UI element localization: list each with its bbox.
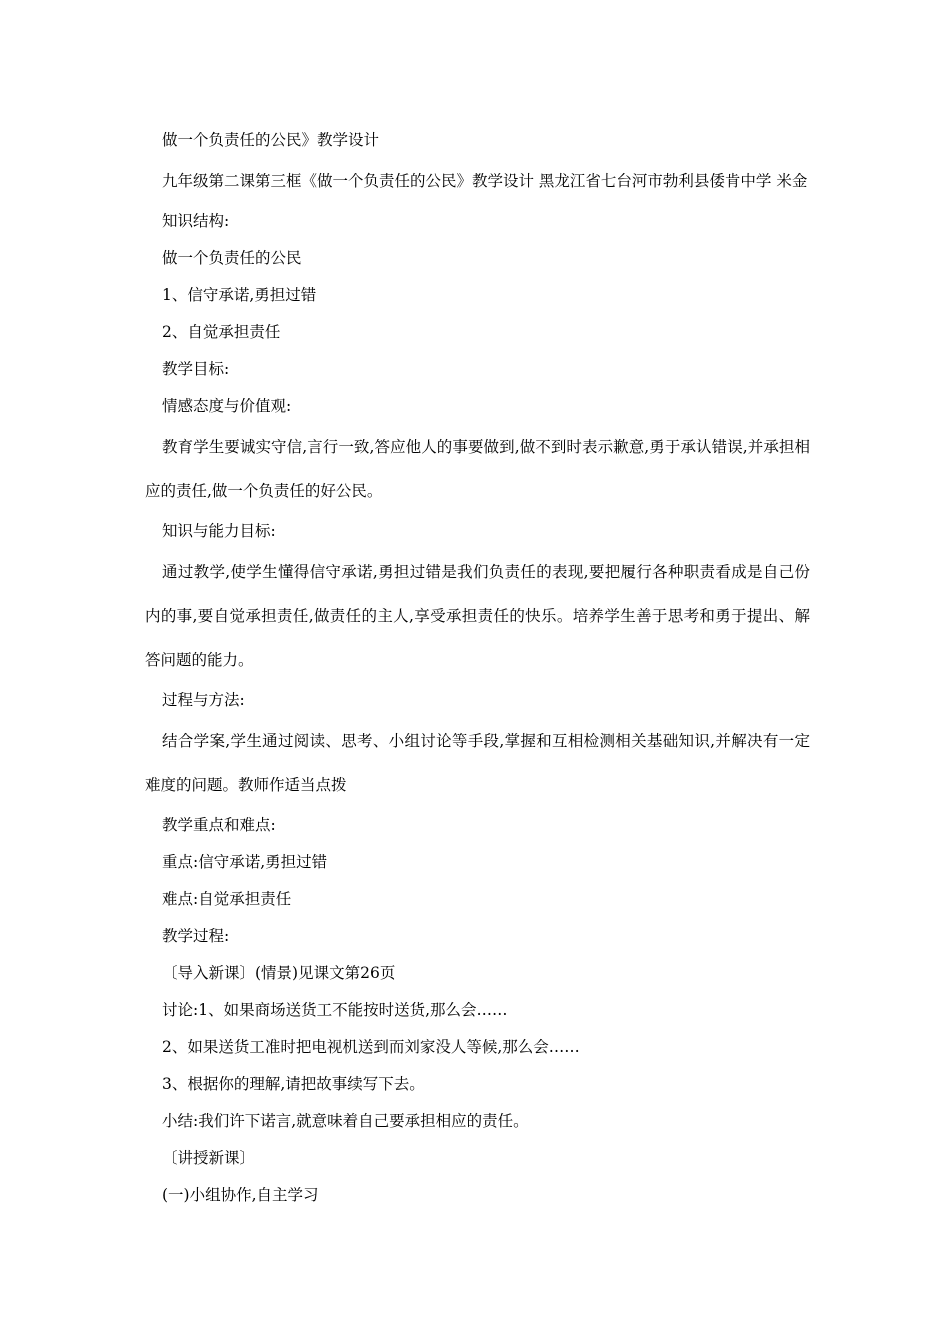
heading-emotion-values: 情感态度与价值观: [162, 397, 292, 415]
paragraph-key-point: 重点:信守承诺,勇担过错 [162, 853, 328, 871]
paragraph-difficult-point: 难点:自觉承担责任 [162, 890, 292, 908]
paragraph-group-study: (一)小组协作,自主学习 [162, 1186, 319, 1204]
paragraph-structure-topic: 做一个负责任的公民 [162, 249, 302, 267]
paragraph-emotion-values: 教育学生要诚实守信,言行一致,答应他人的事要做到,做不到时表示歉意,勇于承认错误,并承担相应的责任,做一个负责任的好公民。 [145, 438, 810, 500]
paragraph-process-method: 结合学案,学生通过阅读、思考、小组讨论等手段,掌握和互相检测相关基础知识,并解决有一定难度的问题。教师作适当点拨 [145, 732, 810, 794]
paragraph-structure-item-2: 2、自觉承担责任 [162, 323, 281, 341]
heading-teaching-goals: 教学目标: [162, 360, 230, 378]
heading-process-method: 过程与方法: [162, 691, 245, 709]
heading-new-lesson: 〔讲授新课〕 [162, 1149, 256, 1167]
paragraph-discussion-1: 讨论:1、如果商场送货工不能按时送货,那么会…… [162, 1001, 508, 1019]
heading-teaching-process: 教学过程: [162, 927, 230, 945]
paragraph-summary: 小结:我们许下诺言,就意味着自己要承担相应的责任。 [162, 1112, 529, 1130]
paragraph-course-info: 九年级第二课第三框《做一个负责任的公民》教学设计 黑龙江省七台河市勃利县倭肯中学 米金 [162, 172, 808, 190]
paragraph-structure-item-1: 1、信守承诺,勇担过错 [162, 286, 317, 304]
paragraph-discussion-2: 2、如果送货工准时把电视机送到而刘家没人等候,那么会…… [162, 1038, 580, 1056]
heading-key-points: 教学重点和难点: [162, 816, 276, 834]
heading-knowledge-structure: 知识结构: [162, 212, 230, 230]
document-title: 做一个负责任的公民》教学设计 [162, 131, 380, 149]
paragraph-discussion-3: 3、根据你的理解,请把故事续写下去。 [162, 1075, 425, 1093]
paragraph-introduction: 〔导入新课〕(情景)见课文第26页 [162, 964, 396, 982]
paragraph-knowledge-ability: 通过教学,使学生懂得信守承诺,勇担过错是我们负责任的表现,要把履行各种职责看成是自己份内的事,要自觉承担责任,做责任的主人,享受承担责任的快乐。培养学生善于思考和勇于提出、解答问题的能力。 [145, 563, 810, 669]
document-body [145, 122, 810, 1214]
heading-knowledge-ability: 知识与能力目标: [162, 522, 276, 540]
